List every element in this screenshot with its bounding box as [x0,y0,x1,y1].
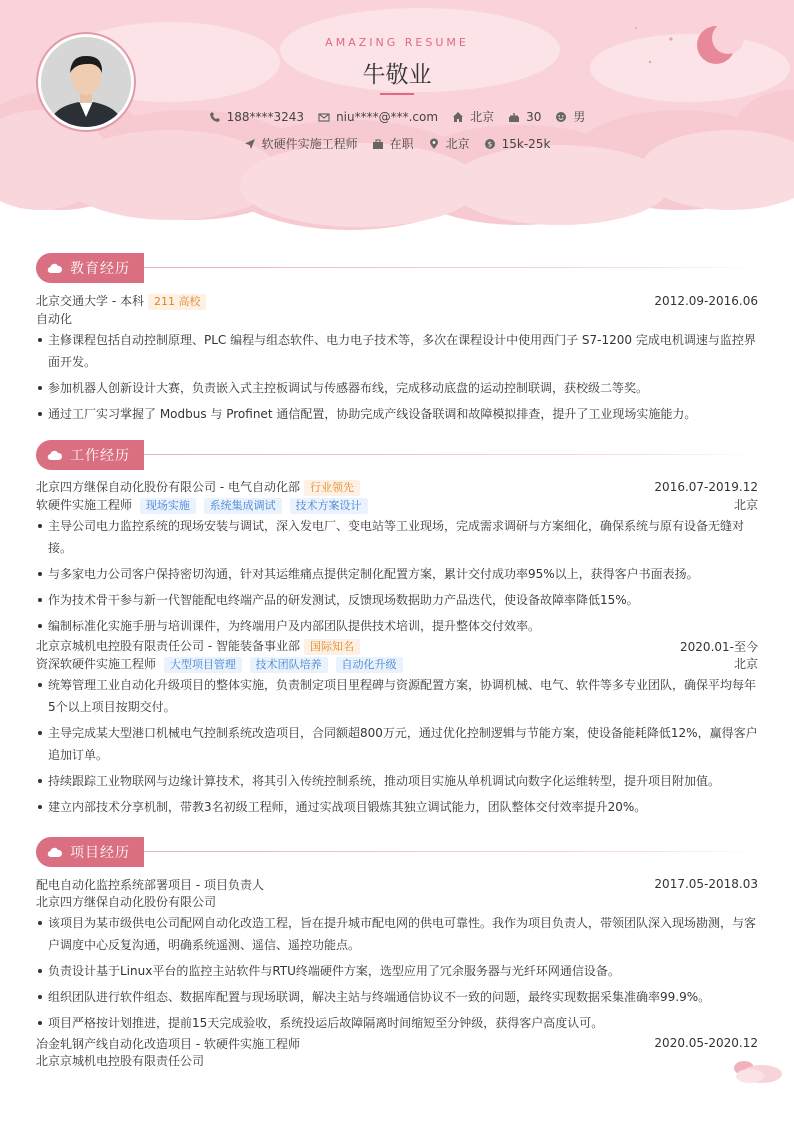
list-item: 组织团队进行软件组态、数据库配置与现场联调，解决主站与终端通信协议不一致的问题，最终实现数据采集准确率99.9%。 [36,986,758,1008]
list-item: 编制标准化实施手册与培训课件，为终端用户及内部团队提供技术培训，提升整体交付效率。 [36,615,758,637]
email-info [318,108,438,125]
job-intention-row [0,135,794,152]
cloud-icon [47,449,63,461]
school-name: 北京交通大学 - 本科 [36,294,144,308]
candidate-name: 牛敬业 [362,62,432,88]
list-item: 持续跟踪工业物联网与边缘计算技术，将其引入传统控制系统，推动项目实施从单机调试向数字化运维转型，提升项目附加值。 [36,770,758,792]
list-item: 主修课程包括自动控制原理、PLC 编程与组态软件、电力电子技术等，多次在课程设计中使用西门子 S7-1200 完成电机调速与监控界面开发。 [36,329,758,373]
job-entry-sub [36,655,758,672]
list-item: 参加机器人创新设计大赛，负责嵌入式主控板调试与传感器布线，完成移动底盘的运动控制联调，获校级二等奖。 [36,377,758,399]
company-name: 北京京城机电控股有限责任公司 - 智能装备事业部 [36,639,300,653]
list-item: 项目严格按计划推进，提前15天完成验收，系统投运后故障隔离时间缩短至分钟级，获得客户高度认可。 [36,1012,758,1034]
project-org: 北京四方继保自动化股份有限公司 [36,895,217,909]
resume-tagline: AMAZING RESUME [325,36,469,49]
job-date: 2020.01-至今 [680,639,758,654]
company-name: 北京四方继保自动化股份有限公司 - 电气自动化部 [36,480,300,494]
project-bullets [36,912,758,1034]
project-name: 配电自动化监控系统部署项目 - 项目负责人 [36,877,264,892]
job-entry-head [36,478,758,496]
job-date: 2016.07-2019.12 [654,480,758,494]
svg-text:$: $ [487,140,492,148]
mail-icon [318,111,330,123]
email-text: niu****@***.com [336,109,439,124]
skill-tag: 自动化升级 [336,657,403,673]
target-job-info [244,135,358,152]
school-tag: 211 高校 [148,294,207,310]
job-city: 北京 [733,657,758,671]
job-role: 资深软硬件实施工程师 [36,656,157,671]
education-section-header [36,253,758,285]
decor-cloud [728,1056,786,1086]
job-entry-sub [36,496,758,513]
cake-icon [508,111,520,123]
phone-icon [209,111,221,123]
job-entry [36,478,758,637]
age-text: 30 [526,109,542,124]
location-info [452,108,494,125]
status-text: 在职 [389,137,414,151]
job-bullets [36,674,758,818]
list-item: 通过工厂实习掌握了 Modbus 与 Profinet 通信配置，协助完成产线设备联调和故障模拟排查，提升了工业现场实施能力。 [36,403,758,425]
work-title-pill [36,440,144,470]
project-entry-sub [36,893,758,910]
work-title: 工作经历 [70,448,130,464]
education-title: 教育经历 [70,261,130,277]
skill-tag: 系统集成调试 [204,498,282,514]
project-org: 北京京城机电控股有限责任公司 [36,1054,205,1068]
education-section [36,253,758,429]
job-bullets [36,515,758,637]
smile-icon [555,111,567,123]
education-entry-head [36,292,758,310]
home-icon [452,111,464,123]
name-underline [380,93,414,95]
section-divider [144,267,758,268]
job-entry [36,637,758,818]
list-item: 该项目为某市级供电公司配网自动化改造工程，旨在提升城市配电网的供电可靠性。我作为项目负责人，带领团队深入现场勘测，与客户调度中心反复沟通，明确系统遥测、遥信、遥控功能点。 [36,912,758,956]
list-item: 作为技术骨干参与新一代智能配电终端产品的研发测试，反馈现场数据助力产品迭代，使设备故障率降低15%。 [36,589,758,611]
project-entry-head [36,1034,758,1052]
target-city-info [428,135,470,152]
send-icon [244,138,256,150]
list-item: 主导完成某大型港口机械电气控制系统改造项目，合同额超800万元，通过优化控制逻辑与节能方案，使设备能耗降低12%，赢得客户追加订单。 [36,722,758,766]
gender-info [555,108,585,125]
cloud-icon [47,262,63,274]
company-tag: 行业领先 [304,480,360,496]
project-entry-sub [36,1052,758,1069]
list-item: 负责设计基于Linux平台的监控主站软件与RTU终端硬件方案，选型应用了冗余服务器与光纤环网通信设备。 [36,960,758,982]
section-divider [144,454,758,455]
skill-tag: 技术团队培养 [250,657,328,673]
target-city-text: 北京 [445,137,470,151]
project-date: 2020.05-2020.12 [654,1036,758,1050]
work-section [36,440,758,822]
skill-tag: 大型项目管理 [164,657,242,673]
company-tag: 国际知名 [304,639,360,655]
project-entry [36,1034,758,1069]
project-name: 冶金轧钢产线自动化改造项目 - 软硬件实施工程师 [36,1036,300,1051]
salary-info [484,135,551,152]
phone-info [209,108,304,125]
coin-icon [484,138,496,150]
project-entry-head [36,875,758,893]
skill-tag: 技术方案设计 [290,498,368,514]
gender-text: 男 [573,110,586,124]
location-text: 北京 [470,110,495,124]
section-divider [144,851,758,852]
job-entry-head [36,637,758,655]
projects-title: 项目经历 [70,845,130,861]
projects-section [36,837,758,1069]
education-title-pill [36,253,144,283]
job-role: 软硬件实施工程师 [36,497,133,512]
age-info [508,108,541,125]
work-section-header [36,440,758,472]
projects-title-pill [36,837,144,867]
project-entry [36,875,758,1034]
briefcase-icon [372,138,384,150]
job-city: 北京 [733,498,758,512]
cloud-icon [47,846,63,858]
projects-section-header [36,837,758,869]
phone-text: 188****3243 [226,109,305,124]
education-date: 2012.09-2016.06 [654,294,758,308]
location-pin-icon [428,138,440,150]
list-item: 与多家电力公司客户保持密切沟通，针对其运维痛点提供定制化配置方案，累计交付成功率95%以上，获得客户书面表扬。 [36,563,758,585]
education-entry-sub [36,310,758,327]
education-bullets [36,329,758,425]
project-date: 2017.05-2018.03 [654,877,758,891]
major: 自动化 [36,312,73,326]
list-item: 统筹管理工业自动化升级项目的整体实施，负责制定项目里程碑与资源配置方案，协调机械、电气、软件等多专业团队，确保平均每年5个以上项目按期交付。 [36,674,758,718]
salary-text: 15k-25k [501,136,551,151]
list-item: 主导公司电力监控系统的现场安装与调试，深入发电厂、变电站等工业现场，完成需求调研与方案细化，确保系统与原有设备无缝对接。 [36,515,758,559]
target-job-text: 软硬件实施工程师 [261,137,358,151]
skill-tag: 现场实施 [140,498,196,514]
status-info [372,135,414,152]
contact-row [0,108,794,125]
list-item: 建立内部技术分享机制，带教3名初级工程师，通过实战项目锻炼其独立调试能力，团队整体交付效率提升20%。 [36,796,758,818]
